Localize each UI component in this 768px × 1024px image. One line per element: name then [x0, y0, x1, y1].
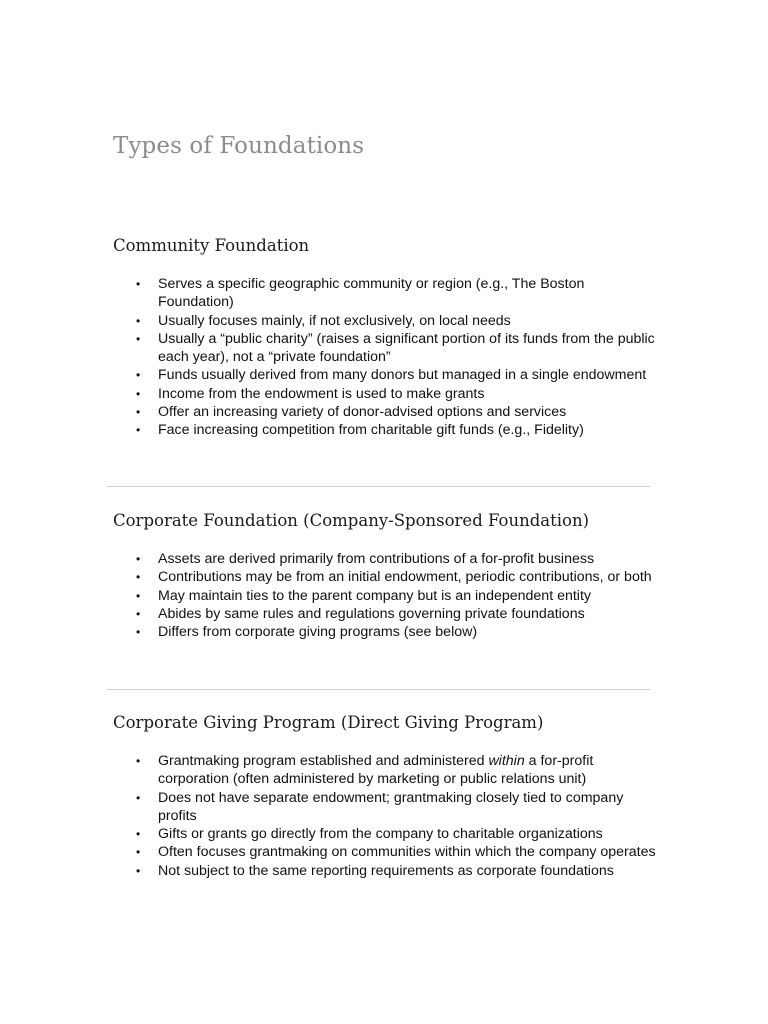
section-heading: Corporate Giving Program (Direct Giving Program): [113, 713, 544, 732]
bullet-icon: •: [136, 588, 141, 603]
bullet-icon: •: [136, 368, 141, 383]
section-community-foundation: [113, 235, 658, 440]
bullet-list: [113, 275, 658, 440]
list-item-text-after: a for-profit corporation (often administered by marketing or public relations unit): [158, 753, 594, 788]
bullet-icon: •: [136, 277, 141, 291]
list-item: [136, 366, 658, 384]
list-item-text: Often focuses grantmaking on communities within which the company operates: [158, 844, 656, 861]
list-item: [136, 421, 658, 439]
list-item-emphasis: within: [488, 753, 525, 769]
list-item-text: Offer an increasing variety of donor-advised options and services: [158, 404, 567, 421]
bullet-icon: •: [136, 606, 141, 621]
section-corporate-giving-program: [113, 712, 658, 880]
section-corporate-foundation: [113, 510, 658, 641]
bullet-icon: •: [136, 570, 141, 585]
section-divider: [107, 689, 650, 690]
bullet-icon: •: [136, 827, 141, 842]
bullet-icon: •: [136, 405, 141, 420]
list-item-text: May maintain ties to the parent company but is an independent entity: [158, 587, 591, 604]
list-item: [136, 550, 658, 568]
bullet-icon: •: [136, 863, 141, 878]
bullet-icon: •: [136, 423, 141, 438]
bullet-list: [113, 550, 658, 641]
list-item: [136, 752, 658, 789]
list-item-text: Contributions may be from an initial endowment, periodic contributions, or both: [158, 569, 652, 586]
bullet-icon: •: [136, 386, 141, 401]
bullet-list: [113, 752, 658, 880]
list-item: [136, 843, 658, 861]
list-item-text: Funds usually derived from many donors but managed in a single endowment: [158, 367, 647, 384]
bullet-icon: •: [136, 313, 141, 328]
list-item-text: Abides by same rules and regulations governing private foundations: [158, 605, 585, 622]
list-item: [136, 587, 658, 605]
list-item: [136, 312, 658, 330]
bullet-icon: •: [136, 625, 141, 640]
bullet-icon: •: [136, 790, 141, 805]
list-item-text: Usually a “public charity” (raises a significant portion of its funds from the public each year), not a “private foundation”: [158, 330, 655, 366]
bullet-icon: •: [136, 845, 141, 860]
list-item: [136, 623, 658, 641]
list-item-text: Serves a specific geographic community or region (e.g., The Boston Foundation): [158, 276, 585, 311]
list-item-text: Income from the endowment is used to make grants: [158, 385, 485, 402]
list-item: [136, 385, 658, 403]
page-title: Types of Foundations: [113, 133, 365, 159]
list-item-text: Not subject to the same reporting requirements as corporate foundations: [158, 862, 614, 879]
section-divider: [107, 486, 650, 487]
list-item: [136, 330, 658, 367]
list-item-text-before: Grantmaking program established and administered: [158, 753, 489, 769]
list-item-text: Usually focuses mainly, if not exclusively, on local needs: [158, 312, 511, 329]
bullet-icon: •: [136, 552, 141, 566]
section-heading: Corporate Foundation (Company-Sponsored Foundation): [113, 511, 590, 530]
list-item: [136, 862, 658, 880]
list-item: [136, 568, 658, 586]
list-item: [136, 789, 658, 826]
list-item: [136, 275, 658, 312]
section-heading: Community Foundation: [113, 236, 310, 255]
list-item-text: Face increasing competition from charitable gift funds (e.g., Fidelity): [158, 422, 584, 439]
list-item-text: Does not have separate endowment; grantmaking closely tied to company profits: [158, 789, 624, 824]
bullet-icon: •: [136, 754, 141, 768]
list-item-text: Differs from corporate giving programs (see below): [158, 624, 478, 641]
list-item: [136, 403, 658, 421]
list-item: [136, 825, 658, 843]
list-item: [136, 605, 658, 623]
list-item-text: Assets are derived primarily from contributions of a for-profit business: [158, 551, 595, 567]
list-item-text: Gifts or grants go directly from the company to charitable organizations: [158, 826, 603, 843]
bullet-icon: •: [136, 331, 141, 346]
